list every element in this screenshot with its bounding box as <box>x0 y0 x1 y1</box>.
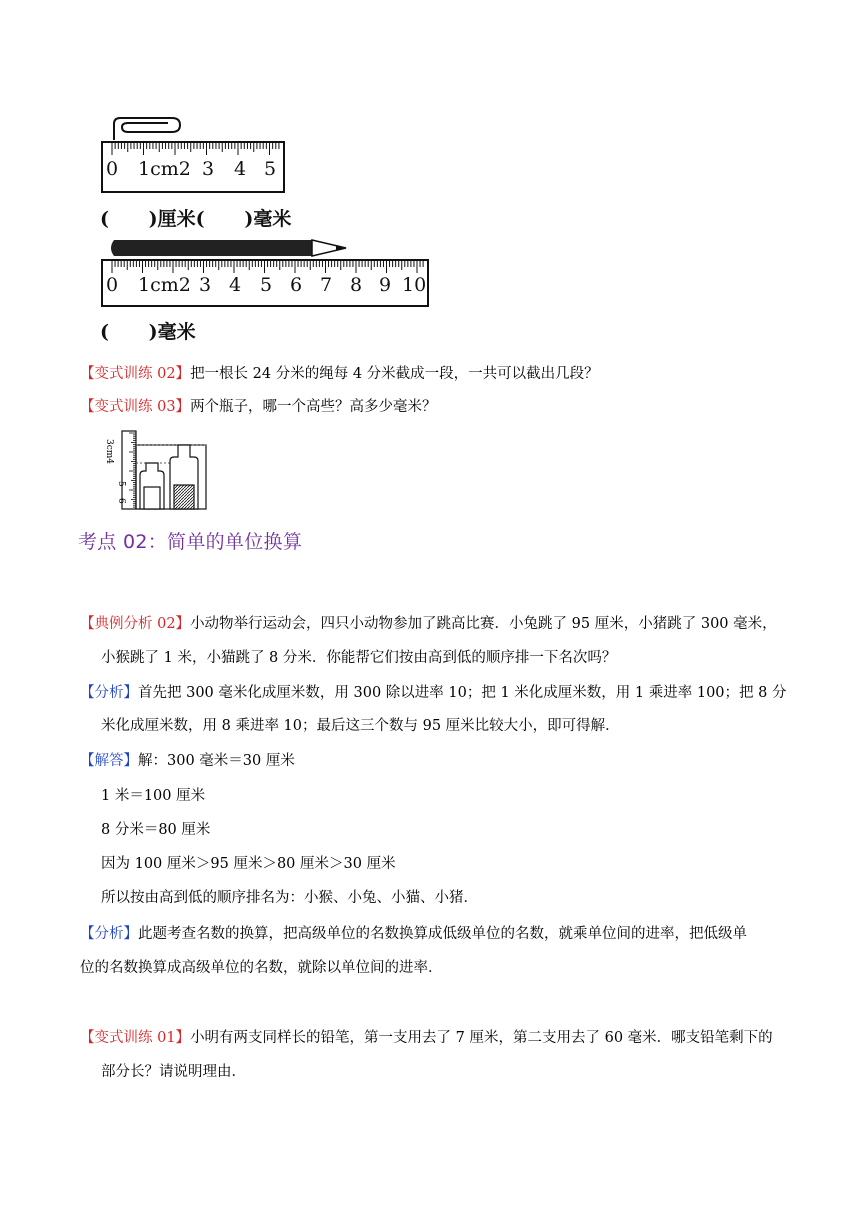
exercise-02 <box>80 364 790 384</box>
small-ruler <box>102 142 284 192</box>
exercise-01 <box>80 1028 790 1048</box>
long-ruler-number: 8 <box>350 274 363 296</box>
long-ruler-number: 10 <box>402 274 427 296</box>
analysis-2-line2: 位的名数换算成高级单位的名数，就除以单位间的进率． <box>80 960 443 976</box>
long-ruler-number: 0 <box>106 274 119 296</box>
analysis-tag: 【分析】 <box>80 685 138 701</box>
example-line1: 小动物举行运动会，四只小动物参加了跳高比赛．小兔跳了 95 厘米，小猪跳了 300 毫米， <box>190 616 777 632</box>
answer-line4: 因为 100 厘米＞95 厘米＞80 厘米＞30 厘米 <box>101 856 396 872</box>
exercise-02-tag: 【变式训练 02】 <box>80 366 191 382</box>
answer-line2: 1 米＝100 厘米 <box>101 788 206 804</box>
analysis-2-line1: 此题考查名数的换算，把高级单位的名数换算成低级单位的名数，就乘单位间的进率，把低级单 <box>138 926 747 942</box>
ruler-figure <box>100 112 440 344</box>
long-ruler-number: 7 <box>320 274 333 296</box>
exercise-03 <box>80 397 790 417</box>
analysis-2-tag: 【分析】 <box>80 926 138 942</box>
long-ruler-number: 1cm2 <box>138 274 191 296</box>
bottle-figure <box>104 425 212 513</box>
paperclip-icon <box>114 118 180 140</box>
long-ruler-number: 9 <box>379 274 392 296</box>
answer-line5: 所以按由高到低的顺序排名为：小猴、小兔、小猫、小猪． <box>101 890 478 906</box>
small-ruler-number: 0 <box>106 158 119 180</box>
analysis-line1: 首先把 300 毫米化成厘米数，用 300 除以进率 10；把 1 米化成厘米数，用 1 乘进率 100；把 8 分 <box>138 685 787 701</box>
long-ruler-number: 3 <box>199 274 212 296</box>
small-ruler-number: 1cm2 <box>138 158 191 180</box>
answer <box>80 751 790 771</box>
answer-line1: 解：300 毫米＝30 厘米 <box>138 753 295 769</box>
answer-tag: 【解答】 <box>80 753 138 769</box>
long-ruler-number: 5 <box>260 274 273 296</box>
section-heading: 考点 02：简单的单位换算 <box>78 531 303 553</box>
tall-bottle-icon <box>170 445 198 509</box>
bottle-ruler-number: 3cm4 <box>104 439 114 465</box>
exercise-01-line2: 部分长？请说明理由． <box>101 1064 246 1080</box>
analysis <box>80 683 790 703</box>
short-bottle-icon <box>140 463 164 509</box>
exercise-02-text: 把一根长 24 分米的绳每 4 分米截成一段，一共可以截出几段？ <box>190 366 599 382</box>
small-ruler-number: 3 <box>202 158 215 180</box>
bottle-ruler-number: 6 <box>116 498 126 504</box>
example <box>80 614 790 634</box>
analysis-line2: 米化成厘米数，用 8 乘进率 10；最后这三个数与 95 厘米比较大小，即可得解． <box>101 718 620 734</box>
bottle-illustration <box>112 425 212 513</box>
small-ruler-answer: ( )厘米( )毫米 <box>100 208 292 230</box>
exercise-01-line1: 小明有两支同样长的铅笔，第一支用去了 7 厘米，第二支用去了 60 毫米．哪支铅笔剩下的 <box>190 1030 773 1046</box>
long-ruler-number: 4 <box>229 274 242 296</box>
example-line2: 小猴跳了 1 米，小猫跳了 8 分米．你能帮它们按由高到低的顺序排一下名次吗？ <box>101 650 617 666</box>
long-ruler-number: 6 <box>290 274 303 296</box>
answer-line3: 8 分米＝80 厘米 <box>101 822 211 838</box>
exercise-01-tag: 【变式训练 01】 <box>80 1030 191 1046</box>
exercise-03-text: 两个瓶子，哪一个高些？高多少毫米？ <box>190 399 437 415</box>
pencil-icon <box>111 240 346 256</box>
bottle-ruler-number: 5 <box>116 481 126 487</box>
long-ruler-answer: ( )毫米 <box>100 321 196 343</box>
example-tag: 【典例分析 02】 <box>80 616 191 632</box>
analysis-2 <box>80 924 790 944</box>
small-ruler-number: 4 <box>234 158 247 180</box>
small-ruler-number: 5 <box>264 158 277 180</box>
exercise-03-tag: 【变式训练 03】 <box>80 399 191 415</box>
